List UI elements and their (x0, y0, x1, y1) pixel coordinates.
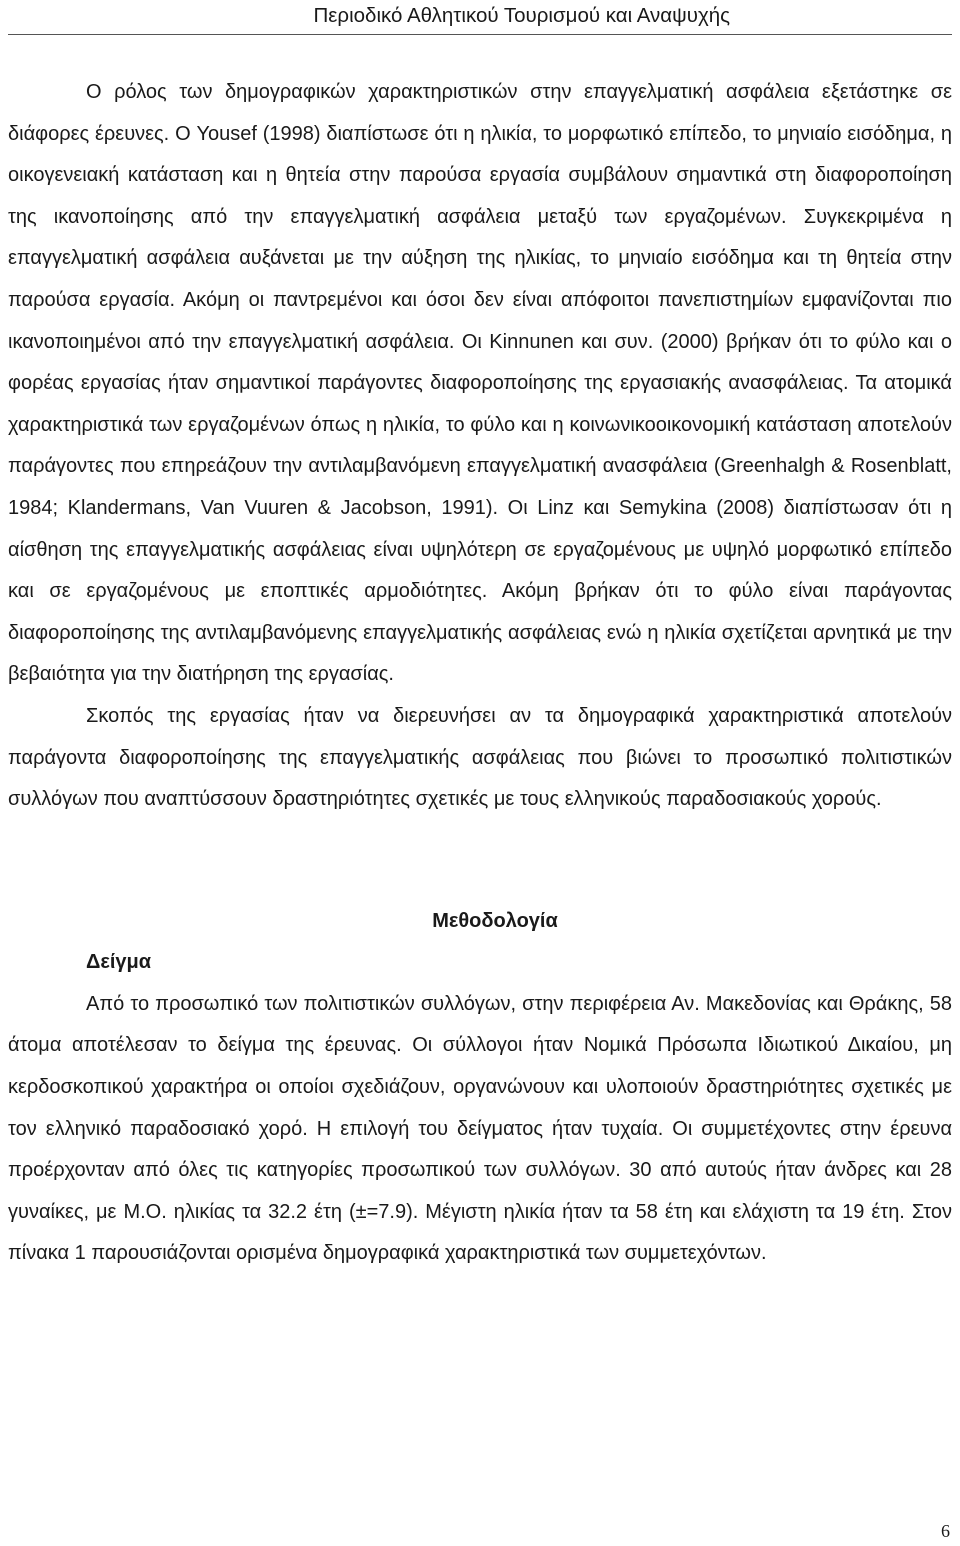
running-header-journal-title: Περιοδικό Αθλητικού Τουρισμού και Αναψυχής (313, 4, 730, 27)
section-heading-methodology: Μεθοδολογία (432, 909, 558, 932)
subsection-heading-sample: Δείγμα (86, 951, 152, 974)
page-body (8, 72, 952, 1275)
paragraph-sample-description: Από το προσωπικό των πολιτιστικών συλλόγων, στην περιφέρεια Αν. Μακεδονίας και Θράκης, 58 άτομα αποτέλεσαν το δείγμα της έρευνας. Οι σύλλογοι ήταν Νομικά Πρόσωπα Ιδιωτικού Δικαίου, μη κερδοσκοπικού χαρακτήρα οι οποίοι σχεδιάζουν, οργανώνουν και υλοποιούν δραστηριότητες σχετικές με τον ελληνικό παραδοσιακό χορό. Η επιλογή του δείγματος ήταν τυχαία. Οι συμμετέχοντες στην έρευνα προέρχονταν από όλες τις κατηγορίες προσωπικού των συλλόγων. 30 από αυτούς ήταν άνδρες και 28 γυναίκες, με Μ.Ο. ηλικίας τα 32.2 έτη (±=7.9). Μέγιστη ηλικία ήταν τα 58 έτη και ελάχιστη τα 19 έτη. Στον πίνακα 1 παρουσιάζονται ορισμένα δημογραφικά χαρακτηριστικά των συμμετεχόντων. (8, 992, 952, 1265)
spacer (8, 821, 952, 901)
paragraph-study-aim: Σκοπός της εργασίας ήταν να διερευνήσει αν τα δημογραφικά χαρακτηριστικά αποτελούν παράγοντα διαφοροποίησης της επαγγελματικής ασφάλειας που βιώνει το προσωπικό πολιτιστικών συλλόγων που αναπτύσσουν δραστηριότητες σχετικές με τους ελληνικούς παραδοσιακούς χορούς. (8, 704, 952, 811)
page-number: 6 (941, 1521, 950, 1541)
header-divider (8, 34, 952, 35)
paragraph-demographics-literature: Ο ρόλος των δημογραφικών χαρακτηριστικών στην επαγγελματική ασφάλεια εξετάστηκε σε διάφορες έρευνες. Ο Yousef (1998) διαπίστωσε ότι η ηλικία, το μορφωτικό επίπεδο, το μηνιαίο εισόδημα, η οικογενειακή κατάσταση και η θητεία στην παρούσα εργασία συμβάλουν σημαντικά στη διαφοροποίηση της ικανοποίησης από την επαγγελματική ασφάλεια μεταξύ των εργαζομένων. Συγκεκριμένα η επαγγελματική ασφάλεια αυξάνεται με την αύξηση της ηλικίας, το μηνιαίο εισόδημα και τη θητεία στην παρούσα εργασία. Ακόμη οι παντρεμένοι και όσοι δεν είναι απόφοιτοι πανεπιστημίων εμφανίζονται πιο ικανοποιημένοι από την επαγγελματική ασφάλεια. Οι Kinnunen και συν. (2000) βρήκαν ότι το φύλο και ο φορέας εργασίας ήταν σημαντικοί παράγοντες διαφοροποίησης της εργασιακής ανασφάλειας. Τα ατομικά χαρακτηριστικά των εργαζομένων όπως η ηλικία, το φύλο και η κοινωνικοοικονομική κατάσταση αποτελούν παράγοντες που επηρεάζουν την αντιλαμβανόμενη επαγγελματική ανασφάλεια (Greenhalgh & Rosenblatt, 1984; Klandermans, Van Vuuren & Jacobson, 1991). Οι Linz και Semykina (2008) διαπίστωσαν ότι η αίσθηση της επαγγελματικής ασφάλειας είναι υψηλότερη σε εργαζομένους με υψηλό μορφωτικό επίπεδο και σε εργαζομένους με εποπτικές αρμοδιότητες. Ακόμη βρήκαν ότι το φύλο είναι παράγοντας διαφοροποίησης της αντιλαμβανόμενης επαγγελματικής ασφάλειας ενώ η ηλικία σχετίζεται αρνητικά με την βεβαιότητα για την διατήρηση της εργασίας. (8, 81, 952, 686)
